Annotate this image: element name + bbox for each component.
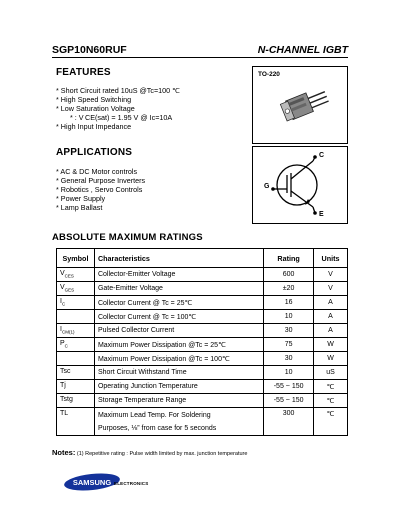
table-row xyxy=(57,380,348,394)
characteristic-cell: Operating Junction Temperature xyxy=(94,380,263,394)
rating-cell: 10 xyxy=(264,310,314,324)
symbol-cell: TL xyxy=(57,408,95,436)
unit-cell: W xyxy=(314,352,348,366)
characteristic-cell: Storage Temperature Range xyxy=(94,394,263,408)
unit-cell: A xyxy=(314,324,348,338)
symbol-cell: $V_{GES}$ xyxy=(57,282,95,296)
characteristic-cell: Collector-Emitter Voltage xyxy=(94,268,263,282)
symbol-cell: Tsc xyxy=(57,366,95,380)
header-divider xyxy=(52,57,348,58)
table-row xyxy=(57,352,348,366)
feature-item-sub: * : V CE(sat) = 1.95 V @ Ic=10A xyxy=(56,113,180,122)
unit-cell: A xyxy=(314,310,348,324)
unit-cell: V xyxy=(314,282,348,296)
to220-package-drawing xyxy=(253,67,347,143)
logo-subtext: ELECTRONICS xyxy=(114,481,149,486)
rating-cell: 16 xyxy=(264,296,314,310)
table-row xyxy=(57,282,348,296)
rating-cell: -55 ~ 150 xyxy=(264,380,314,394)
unit-cell: uS xyxy=(314,366,348,380)
unit-cell: ℃ xyxy=(314,394,348,408)
feature-item: * High Input Impedance xyxy=(56,122,180,131)
symbol-cell: $P_C$ xyxy=(57,338,95,352)
symbol-header: Symbol xyxy=(57,249,95,268)
application-item: * Lamp Ballast xyxy=(56,203,145,212)
feature-item: * Short Circuit rated 10uS @Tc=100 ℃ xyxy=(56,86,180,95)
unit-cell: ℃ xyxy=(314,380,348,394)
units-header: Units xyxy=(314,249,348,268)
device-type: N-CHANNEL IGBT xyxy=(257,44,348,56)
notes xyxy=(52,448,247,457)
package-drawing-box xyxy=(252,66,348,144)
characteristic-cell: Gate-Emitter Voltage xyxy=(94,282,263,296)
characteristic-cell: Maximum Lead Temp. For Soldering Purposes, ⅛” from case for 5 seconds xyxy=(94,408,263,436)
applications-list xyxy=(56,167,145,212)
logo-brand-text: SAMSUNG xyxy=(72,477,112,487)
characteristic-cell: Maximum Power Dissipation @Tc = 100℃ xyxy=(94,352,263,366)
igbt-symbol-box xyxy=(252,146,348,224)
application-item: * AC & DC Motor controls xyxy=(56,167,145,176)
characteristic-cell: Collector Current @ Tc = 100℃ xyxy=(94,310,263,324)
application-item: * Power Supply xyxy=(56,194,145,203)
notes-label: Notes: xyxy=(52,448,76,457)
table-row xyxy=(57,310,348,324)
emitter-label: E xyxy=(319,211,324,218)
notes-text: (1) Repetitive rating : Pulse width limited by max. junction temperature xyxy=(76,451,248,457)
features-list xyxy=(56,86,180,131)
rating-cell: 10 xyxy=(264,366,314,380)
rating-cell: ±20 xyxy=(264,282,314,296)
part-number: SGP10N60RUF xyxy=(52,44,127,56)
table-row xyxy=(57,394,348,408)
feature-item: * High Speed Switching xyxy=(56,95,180,104)
symbol-cell: $V_{CES}$ xyxy=(57,268,95,282)
gate-label: G xyxy=(264,183,270,190)
applications-title: APPLICATIONS xyxy=(56,147,133,158)
features-title: FEATURES xyxy=(56,67,111,78)
characteristic-cell: Maximum Power Dissipation @Tc = 25℃ xyxy=(94,338,263,352)
rating-cell: -55 ~ 150 xyxy=(264,394,314,408)
symbol-cell xyxy=(57,352,95,366)
symbol-cell: $I_{CM(1)}$ xyxy=(57,324,95,338)
rating-header: Rating xyxy=(264,249,314,268)
application-item: * General Purpose Inverters xyxy=(56,176,145,185)
symbol-cell: Tj xyxy=(57,380,95,394)
table-row xyxy=(57,268,348,282)
ratings-title: ABSOLUTE MAXIMUM RATINGS xyxy=(52,232,203,243)
table-row xyxy=(57,366,348,380)
rating-cell: 600 xyxy=(264,268,314,282)
characteristics-header: Characteristics xyxy=(94,249,263,268)
ratings-body xyxy=(57,268,348,436)
characteristic-cell: Short Circuit Withstand Time xyxy=(94,366,263,380)
symbol-cell: Tstg xyxy=(57,394,95,408)
characteristic-cell: Pulsed Collector Current xyxy=(94,324,263,338)
unit-cell: W xyxy=(314,338,348,352)
feature-item: * Low Saturation Voltage xyxy=(56,104,180,113)
unit-cell: A xyxy=(314,296,348,310)
table-row xyxy=(57,296,348,310)
symbol-cell: $I_C$ xyxy=(57,296,95,310)
characteristic-cell: Collector Current @ Tc = 25℃ xyxy=(94,296,263,310)
rating-cell: 300 xyxy=(264,408,314,436)
ratings-table xyxy=(56,248,348,436)
rating-cell: 30 xyxy=(264,324,314,338)
table-row xyxy=(57,338,348,352)
table-row xyxy=(57,408,348,436)
rating-cell: 30 xyxy=(264,352,314,366)
rating-cell: 75 xyxy=(264,338,314,352)
symbol-cell xyxy=(57,310,95,324)
application-item: * Robotics , Servo Controls xyxy=(56,185,145,194)
table-row xyxy=(57,324,348,338)
package-label: TO-220 xyxy=(258,71,280,78)
collector-label: C xyxy=(319,152,325,159)
unit-cell: ℃ xyxy=(314,408,348,436)
ratings-header-row xyxy=(57,249,348,268)
unit-cell: V xyxy=(314,268,348,282)
